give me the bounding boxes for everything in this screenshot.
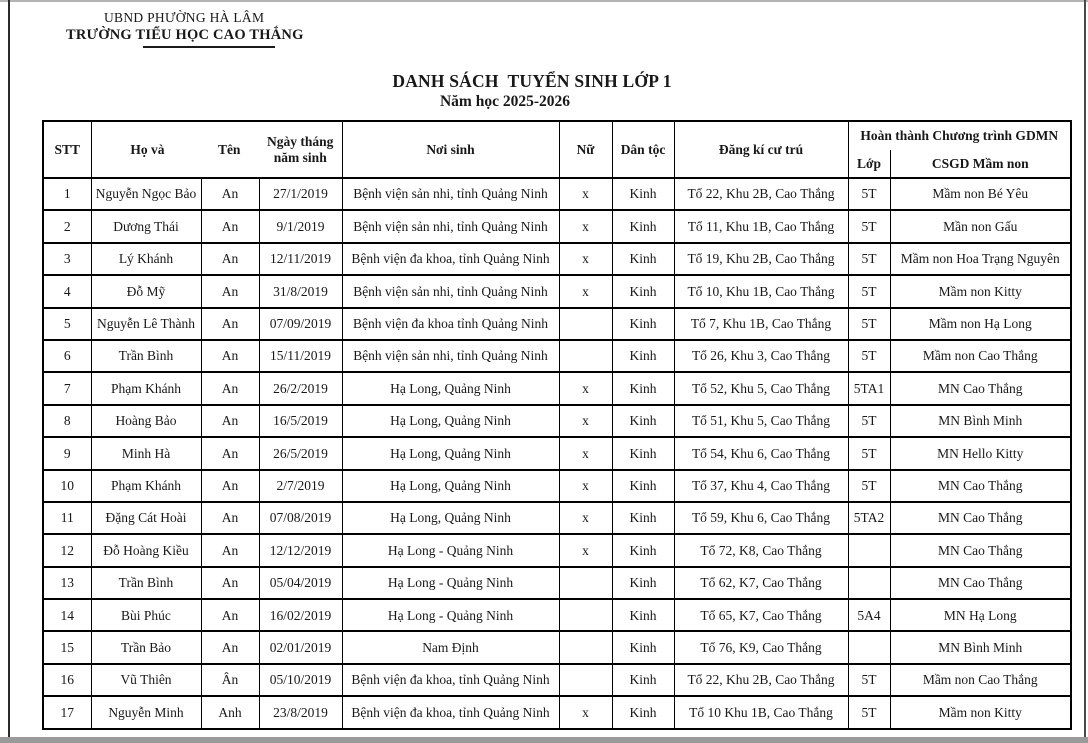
student-row: [43, 696, 1071, 728]
cell-female: x: [559, 178, 612, 210]
cell-residence: Tổ 65, K7, Cao Thắng: [674, 599, 848, 631]
cell-stt: 9: [43, 437, 91, 469]
student-row: [43, 567, 1071, 599]
cell-residence: Tổ 52, Khu 5, Cao Thắng: [674, 372, 848, 404]
cell-ethnic: Kinh: [612, 470, 674, 502]
student-row: [43, 534, 1071, 566]
cell-pob: Bệnh viện sản nhi, tỉnh Quảng Ninh: [342, 210, 559, 242]
org-name-parent: UBND PHƯỜNG HÀ LÂM: [104, 10, 265, 25]
cell-ho: Vũ Thiên: [91, 664, 201, 696]
letterhead-rule: [143, 46, 275, 48]
cell-stt: 1: [43, 178, 91, 210]
cell-residence: Tổ 37, Khu 4, Cao Thắng: [674, 470, 848, 502]
cell-ethnic: Kinh: [612, 243, 674, 275]
cell-lop: 5T: [848, 664, 890, 696]
cell-ethnic: Kinh: [612, 696, 674, 728]
cell-ethnic: Kinh: [612, 210, 674, 242]
cell-ten: An: [201, 599, 259, 631]
cell-female: x: [559, 243, 612, 275]
cell-stt: 8: [43, 405, 91, 437]
cell-dob: 05/10/2019: [259, 664, 342, 696]
cell-residence: Tổ 22, Khu 2B, Cao Thắng: [674, 664, 848, 696]
cell-female: [559, 340, 612, 372]
header-stt: STT: [43, 121, 91, 178]
cell-pob: Bệnh viện đa khoa, tỉnh Quảng Ninh: [342, 664, 559, 696]
cell-residence: Tổ 19, Khu 2B, Cao Thắng: [674, 243, 848, 275]
header-dob: Ngày tháng năm sinh: [259, 121, 342, 178]
cell-pob: Bệnh viện đa khoa tỉnh Quảng Ninh: [342, 308, 559, 340]
student-row: [43, 243, 1071, 275]
cell-csgd: MN Cao Thắng: [890, 470, 1071, 502]
cell-csgd: Mầm non Hoa Trạng Nguyên: [890, 243, 1071, 275]
cell-ten: An: [201, 372, 259, 404]
cell-ho: Nguyễn Minh: [91, 696, 201, 728]
cell-ten: An: [201, 275, 259, 307]
cell-lop: 5T: [848, 340, 890, 372]
cell-csgd: MN Cao Thắng: [890, 567, 1071, 599]
document-title: DANH SÁCH TUYỂN SINH LỚP 1: [392, 71, 672, 91]
cell-pob: Hạ Long, Quảng Ninh: [342, 470, 559, 502]
cell-stt: 15: [43, 631, 91, 663]
cell-ten: An: [201, 405, 259, 437]
cell-ho: Nguyễn Ngọc Bảo: [91, 178, 201, 210]
cell-csgd: MN Cao Thắng: [890, 534, 1071, 566]
cell-pob: Hạ Long, Quảng Ninh: [342, 372, 559, 404]
student-row: [43, 664, 1071, 696]
cell-csgd: Mầm non Bé Yêu: [890, 178, 1071, 210]
cell-female: x: [559, 470, 612, 502]
cell-ten: Anh: [201, 696, 259, 728]
cell-ten: An: [201, 308, 259, 340]
table-header: [43, 121, 1071, 178]
cell-pob: Hạ Long, Quảng Ninh: [342, 437, 559, 469]
cell-ethnic: Kinh: [612, 664, 674, 696]
cell-dob: 26/2/2019: [259, 372, 342, 404]
enrollment-table: [42, 120, 1072, 730]
cell-ten: An: [201, 178, 259, 210]
cell-female: x: [559, 210, 612, 242]
cell-lop: 5T: [848, 308, 890, 340]
cell-ho: Phạm Khánh: [91, 372, 201, 404]
cell-ten: An: [201, 437, 259, 469]
cell-ho: Trần Bình: [91, 340, 201, 372]
cell-csgd: MN Bình Minh: [890, 405, 1071, 437]
student-row: [43, 502, 1071, 534]
cell-csgd: Mầm non Cao Thắng: [890, 340, 1071, 372]
student-row: [43, 308, 1071, 340]
cell-ho: Bùi Phúc: [91, 599, 201, 631]
cell-lop: 5T: [848, 210, 890, 242]
header-female: Nữ: [559, 121, 612, 178]
cell-residence: Tổ 59, Khu 6, Cao Thắng: [674, 502, 848, 534]
header-name: [91, 121, 259, 178]
cell-stt: 14: [43, 599, 91, 631]
cell-dob: 12/12/2019: [259, 534, 342, 566]
header-csgd: CSGD Mầm non: [890, 150, 1071, 178]
cell-lop: 5T: [848, 243, 890, 275]
cell-csgd: Mầm non Kitty: [890, 696, 1071, 728]
header-residence: Đăng kí cư trú: [674, 121, 848, 178]
cell-ten: An: [201, 502, 259, 534]
cell-stt: 4: [43, 275, 91, 307]
header-ho: Họ và: [130, 141, 165, 157]
cell-ten: An: [201, 534, 259, 566]
cell-ten: An: [201, 243, 259, 275]
cell-ethnic: Kinh: [612, 567, 674, 599]
cell-ethnic: Kinh: [612, 534, 674, 566]
cell-ho: Hoàng Bảo: [91, 405, 201, 437]
cell-residence: Tổ 72, K8, Cao Thắng: [674, 534, 848, 566]
cell-csgd: MN Bình Minh: [890, 631, 1071, 663]
cell-lop: [848, 631, 890, 663]
cell-stt: 11: [43, 502, 91, 534]
cell-ho: Trần Bảo: [91, 631, 201, 663]
page-right-edge: [1084, 0, 1086, 737]
cell-csgd: MN Hạ Long: [890, 599, 1071, 631]
cell-dob: 12/11/2019: [259, 243, 342, 275]
cell-residence: Tổ 54, Khu 6, Cao Thắng: [674, 437, 848, 469]
cell-dob: 07/08/2019: [259, 502, 342, 534]
cell-ethnic: Kinh: [612, 340, 674, 372]
cell-lop: 5T: [848, 178, 890, 210]
cell-ethnic: Kinh: [612, 405, 674, 437]
cell-lop: 5TA2: [848, 502, 890, 534]
cell-dob: 15/11/2019: [259, 340, 342, 372]
cell-pob: Hạ Long, Quảng Ninh: [342, 502, 559, 534]
cell-female: [559, 631, 612, 663]
cell-stt: 7: [43, 372, 91, 404]
cell-lop: [848, 567, 890, 599]
cell-residence: Tổ 76, K9, Cao Thắng: [674, 631, 848, 663]
page-top-edge: [0, 0, 1088, 2]
cell-stt: 3: [43, 243, 91, 275]
document-subtitle: Năm học 2025-2026: [439, 93, 571, 110]
header-ten: Tên: [217, 141, 241, 157]
cell-csgd: MN Cao Thắng: [890, 372, 1071, 404]
cell-ho: Nguyễn Lê Thành: [91, 308, 201, 340]
cell-ten: An: [201, 210, 259, 242]
cell-residence: Tổ 51, Khu 5, Cao Thắng: [674, 405, 848, 437]
cell-female: [559, 308, 612, 340]
student-row: [43, 372, 1071, 404]
cell-ten: An: [201, 470, 259, 502]
cell-dob: 23/8/2019: [259, 696, 342, 728]
header-lop: Lớp: [848, 150, 890, 178]
cell-residence: Tổ 62, K7, Cao Thắng: [674, 567, 848, 599]
cell-ten: An: [201, 340, 259, 372]
cell-residence: Tổ 10 Khu 1B, Cao Thắng: [674, 696, 848, 728]
cell-female: [559, 664, 612, 696]
cell-csgd: Mầm non Hạ Long: [890, 308, 1071, 340]
cell-dob: 16/5/2019: [259, 405, 342, 437]
cell-stt: 10: [43, 470, 91, 502]
cell-ten: An: [201, 631, 259, 663]
cell-lop: 5TA1: [848, 372, 890, 404]
cell-ethnic: Kinh: [612, 275, 674, 307]
header-pob: Nơi sinh: [342, 121, 559, 178]
student-row: [43, 275, 1071, 307]
cell-stt: 17: [43, 696, 91, 728]
cell-female: x: [559, 437, 612, 469]
cell-dob: 05/04/2019: [259, 567, 342, 599]
cell-csgd: MN Cao Thắng: [890, 502, 1071, 534]
cell-female: x: [559, 534, 612, 566]
scan-bottom-edge: [0, 737, 1088, 743]
cell-residence: Tổ 7, Khu 1B, Cao Thắng: [674, 308, 848, 340]
cell-lop: 5T: [848, 696, 890, 728]
cell-pob: Bệnh viện sản nhi, tỉnh Quảng Ninh: [342, 178, 559, 210]
cell-pob: Hạ Long, Quảng Ninh: [342, 405, 559, 437]
cell-dob: 07/09/2019: [259, 308, 342, 340]
cell-dob: 27/1/2019: [259, 178, 342, 210]
cell-ethnic: Kinh: [612, 437, 674, 469]
cell-dob: 2/7/2019: [259, 470, 342, 502]
cell-stt: 13: [43, 567, 91, 599]
cell-ten: An: [201, 567, 259, 599]
cell-lop: 5A4: [848, 599, 890, 631]
cell-stt: 6: [43, 340, 91, 372]
cell-csgd: Mầm non Kitty: [890, 275, 1071, 307]
cell-ho: Trần Bình: [91, 567, 201, 599]
student-row: [43, 178, 1071, 210]
cell-residence: Tổ 26, Khu 3, Cao Thắng: [674, 340, 848, 372]
cell-ho: Minh Hà: [91, 437, 201, 469]
cell-pob: Hạ Long - Quảng Ninh: [342, 599, 559, 631]
cell-female: x: [559, 696, 612, 728]
student-row: [43, 470, 1071, 502]
student-row: [43, 340, 1071, 372]
cell-residence: Tổ 10, Khu 1B, Cao Thắng: [674, 275, 848, 307]
cell-female: x: [559, 502, 612, 534]
cell-csgd: Mầm non Cao Thắng: [890, 664, 1071, 696]
cell-female: x: [559, 405, 612, 437]
cell-ethnic: Kinh: [612, 631, 674, 663]
cell-ho: Đặng Cát Hoài: [91, 502, 201, 534]
cell-ho: Đỗ Hoàng Kiều: [91, 534, 201, 566]
cell-pob: Bệnh viện sản nhi, tỉnh Quảng Ninh: [342, 340, 559, 372]
cell-ethnic: Kinh: [612, 599, 674, 631]
cell-lop: 5T: [848, 275, 890, 307]
org-name-school: TRƯỜNG TIỂU HỌC CAO THẮNG: [66, 27, 304, 43]
cell-csgd: MN Hello Kitty: [890, 437, 1071, 469]
cell-ethnic: Kinh: [612, 372, 674, 404]
cell-ethnic: Kinh: [612, 178, 674, 210]
cell-ethnic: Kinh: [612, 308, 674, 340]
cell-lop: [848, 534, 890, 566]
student-row: [43, 437, 1071, 469]
cell-pob: Hạ Long - Quảng Ninh: [342, 534, 559, 566]
cell-female: [559, 567, 612, 599]
cell-dob: 02/01/2019: [259, 631, 342, 663]
cell-pob: Hạ Long - Quảng Ninh: [342, 567, 559, 599]
cell-pob: Bệnh viện đa khoa, tỉnh Quảng Ninh: [342, 696, 559, 728]
cell-dob: 26/5/2019: [259, 437, 342, 469]
cell-ethnic: Kinh: [612, 502, 674, 534]
cell-lop: 5T: [848, 470, 890, 502]
cell-ten: Ân: [201, 664, 259, 696]
cell-lop: 5T: [848, 405, 890, 437]
student-table-body: [43, 178, 1071, 729]
student-row: [43, 631, 1071, 663]
cell-female: x: [559, 372, 612, 404]
cell-stt: 5: [43, 308, 91, 340]
header-ethnic: Dân tộc: [612, 121, 674, 178]
cell-residence: Tổ 22, Khu 2B, Cao Thắng: [674, 178, 848, 210]
header-gdmn-group: Hoàn thành Chương trình GDMN: [848, 121, 1071, 150]
cell-pob: Bệnh viện sản nhi, tỉnh Quảng Ninh: [342, 275, 559, 307]
cell-pob: Nam Định: [342, 631, 559, 663]
cell-ho: Đỗ Mỹ: [91, 275, 201, 307]
cell-female: [559, 599, 612, 631]
page-left-edge: [8, 0, 10, 737]
cell-pob: Bệnh viện đa khoa, tỉnh Quảng Ninh: [342, 243, 559, 275]
cell-ho: Phạm Khánh: [91, 470, 201, 502]
student-row: [43, 599, 1071, 631]
cell-female: x: [559, 275, 612, 307]
cell-dob: 16/02/2019: [259, 599, 342, 631]
cell-dob: 9/1/2019: [259, 210, 342, 242]
cell-stt: 12: [43, 534, 91, 566]
cell-stt: 16: [43, 664, 91, 696]
student-row: [43, 210, 1071, 242]
cell-csgd: Mần non Gấu: [890, 210, 1071, 242]
cell-dob: 31/8/2019: [259, 275, 342, 307]
cell-ho: Lý Khánh: [91, 243, 201, 275]
cell-residence: Tổ 11, Khu 1B, Cao Thắng: [674, 210, 848, 242]
student-row: [43, 405, 1071, 437]
cell-ho: Dương Thái: [91, 210, 201, 242]
cell-stt: 2: [43, 210, 91, 242]
cell-lop: 5T: [848, 437, 890, 469]
